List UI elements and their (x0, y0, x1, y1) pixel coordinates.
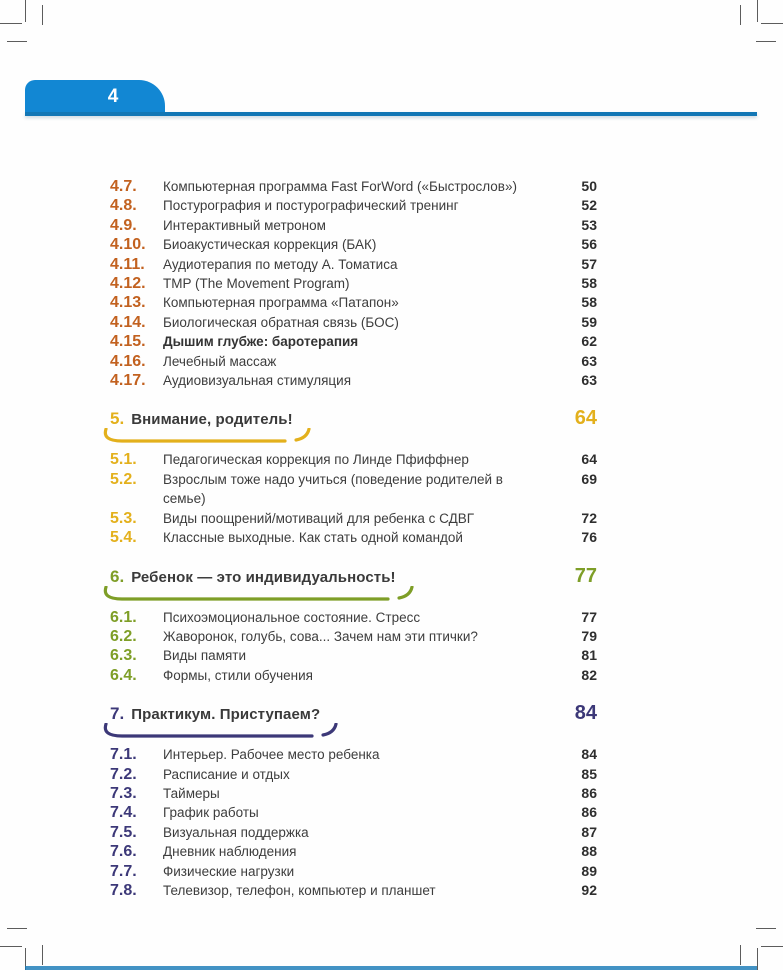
entry-number: 4.14. (110, 313, 146, 331)
entry-number: 7.8. (110, 881, 137, 899)
toc-entry (110, 646, 597, 665)
entry-number: 7.6. (110, 843, 137, 861)
entry-title: Взрослым тоже надо учиться (поведение родителей в семье) (163, 471, 503, 507)
entry-title: Виды памяти (163, 648, 247, 664)
entry-page-number: 58 (581, 275, 597, 292)
entry-page-number: 63 (581, 372, 597, 389)
entry-number: 6.2. (110, 627, 137, 645)
entry-page-number: 92 (581, 881, 597, 898)
entry-page-number: 64 (581, 451, 597, 468)
entry-title: Жаворонок, голубь, сова... Зачем нам эти птички? (163, 628, 478, 644)
entry-page-number: 52 (581, 197, 597, 214)
entry-number: 6.1. (110, 608, 137, 626)
toc-entry (110, 803, 597, 822)
toc-entry (110, 196, 597, 215)
toc-entry (110, 528, 597, 547)
section-number: 7. (110, 704, 125, 724)
page-number: 4 (107, 85, 119, 107)
entry-title: График работы (163, 805, 259, 821)
toc-entry (110, 274, 597, 293)
entry-page-number: 69 (581, 470, 597, 487)
entry-page-number: 72 (581, 509, 597, 526)
entry-number: 5.4. (110, 529, 137, 547)
section-page-number: 77 (574, 564, 597, 587)
entry-title: Расписание и отдых (163, 766, 290, 782)
toc-entry (110, 627, 597, 646)
toc-entry (110, 450, 597, 469)
entry-page-number: 76 (581, 529, 597, 546)
entry-title: Физические нагрузки (163, 863, 295, 879)
entry-title: TMP (The Movement Program) (163, 276, 350, 292)
toc-entry (110, 784, 597, 803)
toc-entry (110, 371, 597, 390)
entry-number: 4.15. (110, 333, 146, 351)
toc-entry (110, 313, 597, 332)
toc-entry (110, 352, 597, 371)
entry-title: Интерактивный метроном (163, 217, 326, 233)
toc-section-4 (110, 177, 597, 390)
entry-page-number: 86 (581, 784, 597, 801)
section-title: Ребенок — это индивидуальность! (131, 568, 396, 586)
entry-number: 7.5. (110, 823, 137, 841)
toc-entry (110, 745, 597, 764)
entry-number: 4.12. (110, 275, 146, 293)
entry-page-number: 77 (581, 608, 597, 625)
entry-number: 4.16. (110, 352, 146, 370)
entry-number: 5.2. (110, 470, 137, 488)
entry-title: Дышим глубже: баротерапия (163, 334, 359, 350)
entry-number: 7.3. (110, 784, 137, 802)
table-of-contents (110, 177, 597, 900)
section-number: 5. (110, 409, 125, 429)
entry-title: Таймеры (163, 785, 220, 801)
section-title: Практикум. Приступаем? (131, 706, 321, 724)
entry-title: Постурография и постурографический тренинг (163, 198, 459, 214)
entry-page-number: 86 (581, 804, 597, 821)
entry-number: 5.1. (110, 451, 137, 469)
entry-page-number: 62 (581, 333, 597, 350)
toc-entry (110, 509, 597, 528)
toc-entry (110, 293, 597, 312)
toc-entry (110, 235, 597, 254)
section-underline-bracket (100, 428, 597, 444)
entry-number: 5.3. (110, 509, 137, 527)
section-header (110, 407, 597, 444)
entry-page-number: 63 (581, 352, 597, 369)
entry-number: 4.11. (110, 255, 145, 273)
entry-page-number: 85 (581, 765, 597, 782)
toc-section-5 (110, 407, 597, 547)
toc-entry (110, 177, 597, 196)
toc-entry (110, 608, 597, 627)
entry-number: 6.4. (110, 666, 137, 684)
entry-page-number: 82 (581, 666, 597, 683)
entry-number: 7.7. (110, 862, 137, 880)
entry-title: Дневник наблюдения (163, 844, 297, 860)
entry-title: Лечебный массаж (163, 353, 277, 369)
toc-entry (110, 332, 597, 351)
section-entries (110, 745, 597, 900)
entry-page-number: 89 (581, 862, 597, 879)
section-entries (110, 177, 597, 390)
entry-number: 4.7. (110, 178, 137, 195)
entry-title: Аудиовизуальная стимуляция (163, 373, 352, 389)
toc-entry (110, 666, 597, 685)
section-underline-bracket (100, 723, 597, 739)
entry-page-number: 59 (581, 313, 597, 330)
header-rule (25, 112, 757, 116)
section-header (110, 565, 597, 602)
section-entries (110, 450, 597, 547)
entry-title: Биоакустическая коррекция (БАК) (163, 237, 377, 253)
toc-entry (110, 842, 597, 861)
entry-page-number: 50 (581, 178, 597, 194)
entry-number: 4.10. (110, 236, 146, 254)
toc-entry (110, 881, 597, 900)
entry-title: Телевизор, телефон, компьютер и планшет (163, 882, 436, 898)
toc-section-7 (110, 702, 597, 900)
entry-title: Формы, стили обучения (163, 667, 313, 683)
toc-entry (110, 470, 597, 509)
section-page-number: 84 (574, 702, 597, 725)
entry-title: Интерьер. Рабочее место ребенка (163, 747, 380, 763)
toc-entry (110, 216, 597, 235)
entry-page-number: 53 (581, 216, 597, 233)
entry-page-number: 87 (581, 823, 597, 840)
entry-title: Педагогическая коррекция по Линде Пфиффнер (163, 452, 469, 468)
toc-entry (110, 765, 597, 784)
section-header (110, 702, 597, 739)
entry-page-number: 79 (581, 627, 597, 644)
section-entries (110, 608, 597, 686)
toc-entry (110, 823, 597, 842)
entry-page-number: 81 (581, 647, 597, 664)
entry-page-number: 88 (581, 843, 597, 860)
entry-title: Компьютерная программа «Патапон» (163, 295, 399, 311)
entry-number: 6.3. (110, 647, 137, 665)
entry-number: 7.1. (110, 746, 137, 764)
section-title: Внимание, родитель! (131, 411, 293, 429)
toc-entry (110, 255, 597, 274)
toc-entry (110, 862, 597, 881)
entry-title: Компьютерная программа Fast ForWord («Быстрослов») (163, 179, 517, 194)
entry-page-number: 57 (581, 255, 597, 272)
entry-number: 4.13. (110, 294, 146, 312)
entry-page-number: 84 (581, 746, 597, 763)
footer-rule (25, 966, 757, 970)
entry-title: Аудиотерапия по методу А. Томатиса (163, 256, 398, 272)
section-underline-bracket (100, 586, 597, 602)
section-page-number: 64 (574, 407, 597, 430)
toc-section-6 (110, 565, 597, 686)
entry-page-number: 56 (581, 236, 597, 253)
entry-page-number: 58 (581, 294, 597, 311)
page-number-tab (25, 80, 165, 113)
entry-title: Визуальная поддержка (163, 824, 309, 840)
entry-number: 4.8. (110, 197, 137, 215)
entry-number: 4.17. (110, 372, 146, 390)
entry-title: Биологическая обратная связь (БОС) (163, 314, 399, 330)
entry-title: Виды поощрений/мотиваций для ребенка с СДВГ (163, 510, 475, 526)
entry-title: Психоэмоциональное состояние. Стресс (163, 609, 421, 625)
entry-title: Классные выходные. Как стать одной командой (163, 530, 463, 546)
entry-number: 4.9. (110, 216, 137, 234)
entry-number: 7.2. (110, 765, 137, 783)
entry-number: 7.4. (110, 804, 137, 822)
section-number: 6. (110, 566, 125, 586)
